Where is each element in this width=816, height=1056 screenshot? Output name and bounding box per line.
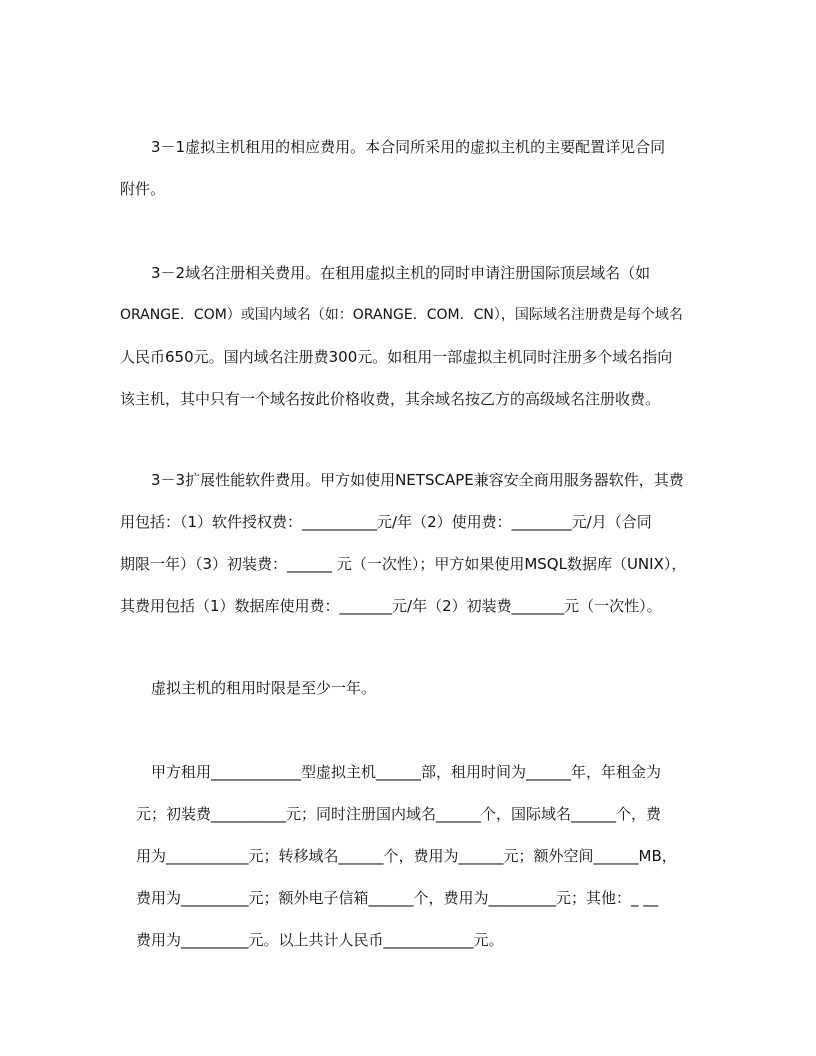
para-3-3-line-4: 其费用包括（1）数据库使用费：_______元/年（2）初装费_______元（一次性）。 [120, 597, 662, 615]
rental-form-line-4: 费用为_________元；额外电子信箱______个，费用为_________元；其他：_ __ [136, 889, 659, 907]
para-3-2-line-1: 3－2域名注册相关费用。在租用虚拟主机的同时申请注册国际顶层域名（如 [151, 264, 651, 282]
para-3-2-line-2: ORANGE．COM）或国内域名（如：ORANGE．COM．CN），国际域名注册费是每个域名 [120, 307, 683, 323]
para-3-2-line-4: 该主机，其中只有一个域名按此价格收费，其余域名按乙方的高级域名注册收费。 [120, 390, 661, 408]
rental-form-line-2: 元；初装费__________元；同时注册国内域名______个，国际域名______个，费 [136, 805, 662, 823]
rental-period-text: 虚拟主机的租用时限是至少一年。 [151, 679, 377, 697]
para-3-3-line-1: 3－3扩展性能软件费用。甲方如使用NETSCAPE兼容安全商用服务器软件，其费 [151, 471, 684, 489]
rental-form-line-1: 甲方租用____________型虚拟主机______部，租用时间为______年，年租金为 [151, 763, 662, 781]
para-3-1-line-1: 3－1虚拟主机租用的相应费用。本合同所采用的虚拟主机的主要配置详见合同 [151, 138, 666, 156]
rental-form-line-5: 费用为_________元。以上共计人民币____________元。 [136, 931, 504, 949]
rental-form-line-3: 用为___________元；转移域名______个，费用为______元；额外空间______MB， [136, 847, 677, 865]
para-3-3-line-2: 用包括：（1）软件授权费：__________元/年（2）使用费：________元/月（合同 [120, 513, 652, 531]
para-3-1-line-2: 附件。 [120, 180, 166, 198]
para-3-3-line-3: 期限一年）（3）初装费：______ 元（一次性）；甲方如果使用MSQL数据库（UNIX）， [120, 555, 687, 573]
para-3-2-line-3: 人民币650元。国内域名注册费300元。如租用一部虚拟主机同时注册多个域名指向 [120, 348, 673, 366]
